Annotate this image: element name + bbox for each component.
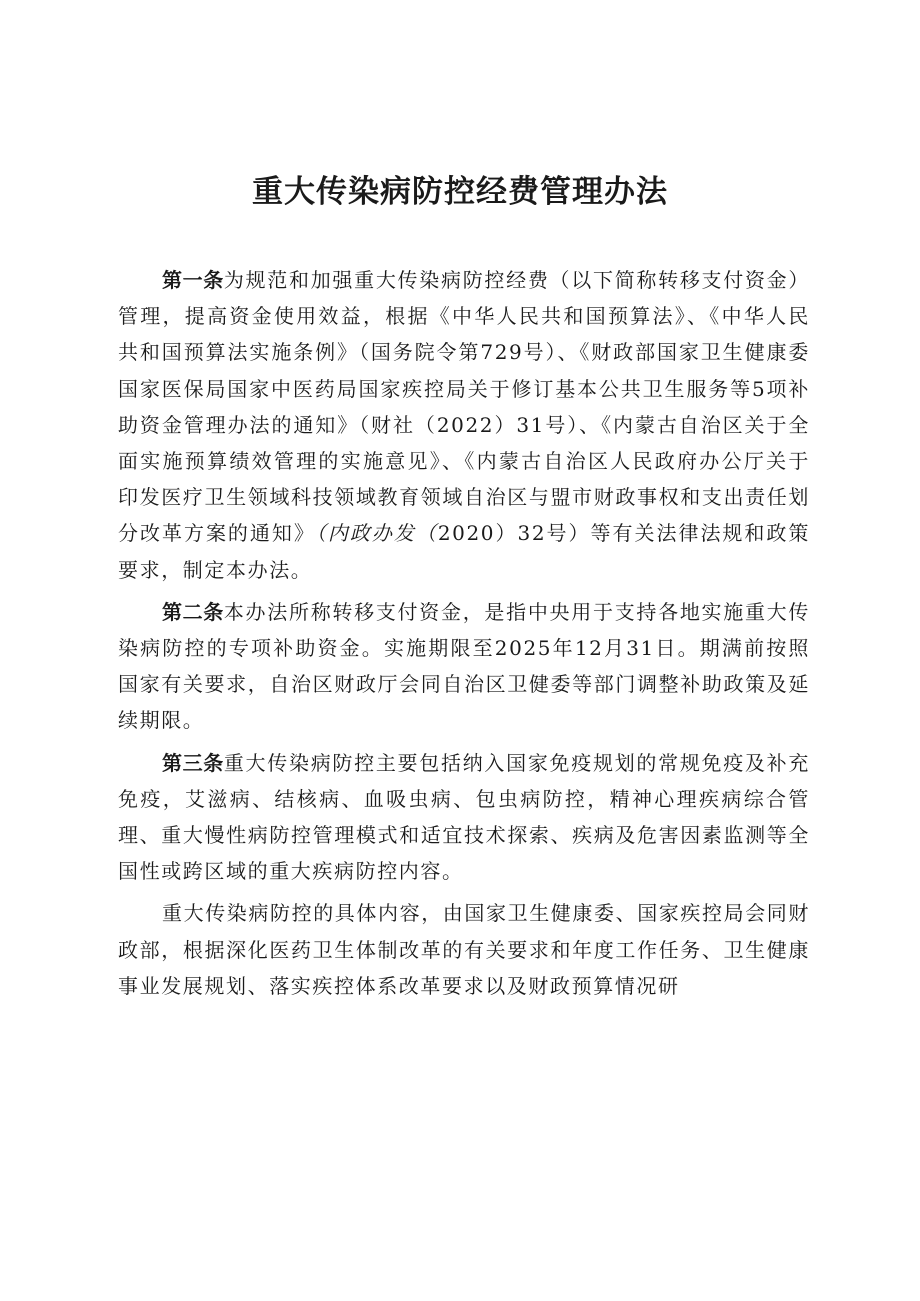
article-1 xyxy=(118,262,810,588)
article-2 xyxy=(118,594,810,739)
article-2-label: 第二条 xyxy=(162,599,224,624)
article-1-text-end: 2020）32号）等有关法律法规和政策要求，制定本办法。 xyxy=(118,521,810,582)
article-1-label: 第一条 xyxy=(162,268,224,292)
document-title: 重大传染病防控经费管理办法 xyxy=(252,174,668,210)
article-3-text: 重大传染病防控主要包括纳入国家免疫规划的常规免疫及补充免疫，艾滋病、结核病、血吸虫病、包虫病防控，精神心理疾病综合管理、重大慢性病防控管理模式和适宜技术探索、疾病及危害因素监测等全国性或跨区域的重大疾病防控内容。 xyxy=(118,750,810,884)
article-1-text: 为规范和加强重大传染病防控经费（以下简称转移支付资金）管理，提高资金使用效益，根据《中华人民共和国预算法》、《中华人民共和国预算法实施条例》（国务院令第729号）、《财政部国家卫生健康委国家医保局国家中医药局国家疾控局关于修订基本公共卫生服务等5项补助资金管理办法的通知》（财社（2022）31号）、《内蒙古自治区关于全面实施预算绩效管理的实施意见》、《内蒙古自治区人民政府办公厅关于印发医疗卫生领域科技领域教育领域自治区与盟市财政事权和支出责任划分改革方案的通知》 xyxy=(118,268,810,546)
article-3 xyxy=(118,745,810,890)
article-2-text: 本办法所称转移支付资金，是指中央用于支持各地实施重大传染病防控的专项补助资金。实施期限至2025年12月31日。期满前按照国家有关要求，自治区财政厅会同自治区卫健委等部门调整补助政策及延续期限。 xyxy=(118,599,810,733)
document-body xyxy=(118,262,810,1010)
article-1-doc-ref: （内政办发（ xyxy=(315,521,438,546)
article-3-continuation: 重大传染病防控的具体内容，由国家卫生健康委、国家疾控局会同财政部，根据深化医药卫生体制改革的有关要求和年度工作任务、卫生健康事业发展规划、落实疾控体系改革要求以及财政预算情况研 xyxy=(118,901,810,998)
article-3-label: 第三条 xyxy=(162,750,224,775)
